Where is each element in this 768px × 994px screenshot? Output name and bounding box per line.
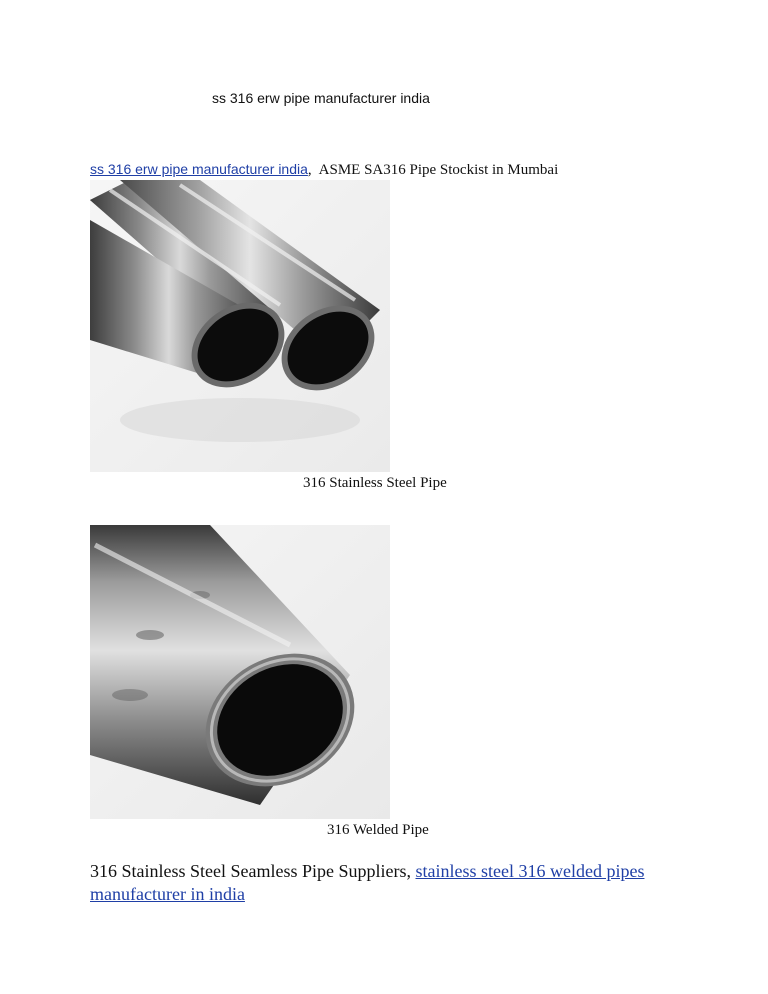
welded-pipes-manufacturer-link[interactable]: stainless steel 316 welded pipes manufacturer in india bbox=[90, 861, 645, 904]
welded-pipe-photo-icon bbox=[90, 525, 390, 819]
intro-separator: , bbox=[307, 162, 312, 178]
document-heading: ss 316 erw pipe manufacturer india bbox=[212, 90, 430, 106]
intro-stockist-text: ASME SA316 Pipe Stockist in Mumbai bbox=[318, 162, 559, 178]
stainless-steel-pipes-image bbox=[90, 180, 390, 472]
erw-pipe-manufacturer-link[interactable]: ss 316 erw pipe manufacturer india bbox=[90, 161, 308, 177]
intro-line bbox=[90, 161, 558, 179]
seamless-pipe-suppliers-text: 316 Stainless Steel Seamless Pipe Suppliers, bbox=[90, 861, 411, 881]
welded-pipe-image bbox=[90, 525, 390, 819]
figure-caption: 316 Welded Pipe bbox=[327, 822, 429, 838]
stainless-steel-pipes-photo-icon bbox=[90, 180, 390, 472]
closing-paragraph bbox=[90, 860, 680, 906]
figure-caption: 316 Stainless Steel Pipe bbox=[303, 475, 447, 491]
